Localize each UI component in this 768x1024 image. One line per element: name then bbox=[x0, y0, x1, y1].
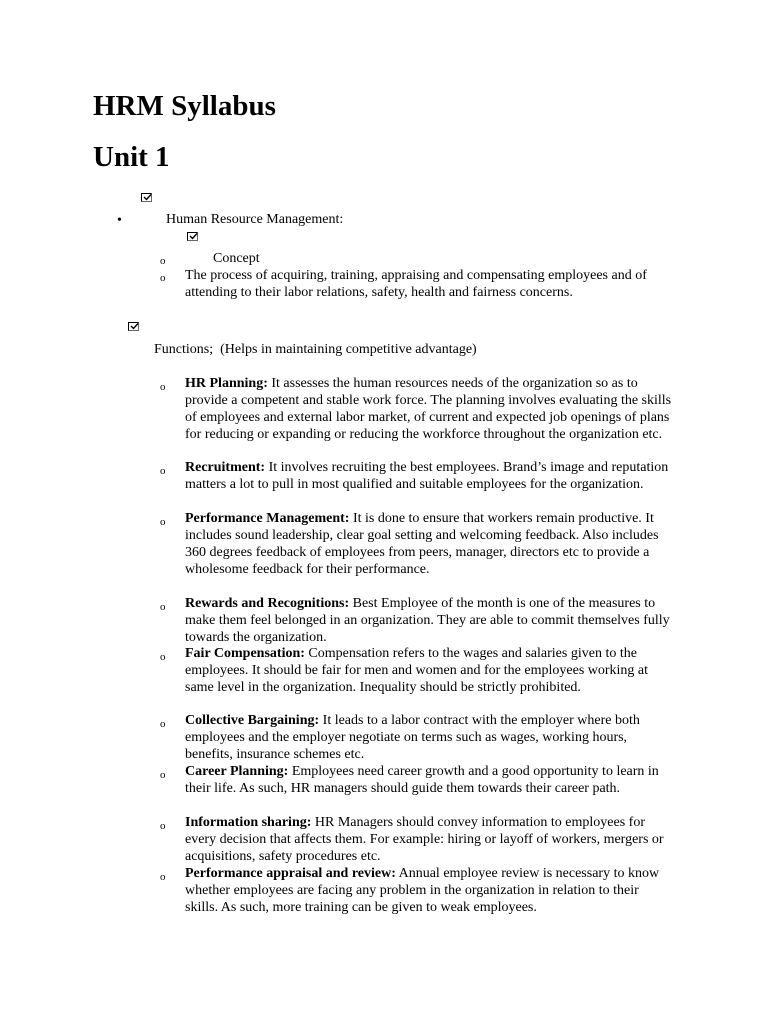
item-term: Information sharing: bbox=[185, 815, 312, 830]
item-desc: Best Employee of the month is one of the measures to make them feel belonged in an organization. They are able to commit themselves fully towards the organization. bbox=[185, 596, 670, 645]
list-item-collective-bargaining bbox=[185, 712, 675, 763]
list-item-information-sharing bbox=[185, 814, 675, 865]
checkbox-icon bbox=[128, 322, 139, 331]
item-term: HR Planning: bbox=[185, 376, 268, 391]
definition-text: The process of acquiring, training, appraising and compensating employees and of attending to their labor relations, safety, health and fairness concerns. bbox=[185, 268, 647, 300]
checkbox-icon bbox=[187, 232, 198, 241]
checkbox-icon bbox=[141, 193, 152, 202]
list-item-recruitment bbox=[185, 459, 675, 493]
open-bullet-icon: o bbox=[160, 381, 166, 393]
document-title: HRM Syllabus bbox=[93, 90, 276, 122]
open-bullet-icon: o bbox=[160, 871, 166, 883]
item-desc: Employees need career growth and a good opportunity to learn in their life. As such, HR managers should guide them towards their career path. bbox=[185, 764, 659, 796]
item-term: Rewards and Recognitions: bbox=[185, 596, 350, 611]
item-term: Career Planning: bbox=[185, 764, 289, 779]
list-item-fair-compensation bbox=[185, 645, 675, 696]
item-term: Performance appraisal and review: bbox=[185, 866, 396, 881]
item-desc: It assesses the human resources needs of the organization so as to provide a competent and stable work force. The planning involves evaluating the skills of employees and external labor market, of current and expected job openings of plans for reducing or expanding or reducing the workforce throughout the organization etc. bbox=[185, 376, 672, 442]
open-bullet-icon: o bbox=[160, 769, 166, 781]
list-item-performance-appraisal bbox=[185, 865, 675, 916]
open-bullet-icon: o bbox=[160, 820, 166, 832]
item-desc: Annual employee review is necessary to know whether employees are facing any problem in the organization in relation to their skills. As such, more training can be given to weak employees. bbox=[185, 866, 660, 915]
functions-heading: Functions; (Helps in maintaining competitive advantage) bbox=[154, 342, 477, 357]
item-term: Fair Compensation: bbox=[185, 646, 305, 661]
item-desc: HR Managers should convey information to employees for every decision that affects them. For example: hiring or layoff of workers, mergers or acquisitions, safety procedures etc. bbox=[185, 815, 664, 864]
item-term: Performance Management: bbox=[185, 511, 350, 526]
item-desc: It leads to a labor contract with the employer where both employees and the employer negotiate on terms such as wages, working hours, benefits, insurance schemes etc. bbox=[185, 713, 640, 762]
list-item-performance-management bbox=[185, 510, 675, 578]
open-bullet-icon: o bbox=[160, 601, 166, 613]
list-item-hr-planning bbox=[185, 375, 675, 443]
open-bullet-icon: o bbox=[160, 516, 166, 528]
hrm-heading: Human Resource Management: bbox=[166, 212, 344, 227]
item-desc: It is done to ensure that workers remain productive. It includes sound leadership, clear goal setting and welcoming feedback. Also includes 360 degrees feedback of employees from peers, manager, directors etc to provide a wholesome feedback for their performance. bbox=[185, 511, 659, 577]
filled-bullet-icon: • bbox=[117, 213, 122, 228]
open-bullet-icon: o bbox=[160, 718, 166, 730]
unit-heading: Unit 1 bbox=[93, 141, 170, 173]
open-bullet-icon: o bbox=[160, 272, 166, 284]
item-desc: It involves recruiting the best employees. Brand’s image and reputation matters a lot to pull in most qualified and suitable employees for the organization. bbox=[185, 460, 669, 492]
item-term: Collective Bargaining: bbox=[185, 713, 320, 728]
concept-label: Concept bbox=[213, 251, 260, 266]
item-desc: Compensation refers to the wages and salaries given to the employees. It should be fair for men and women and for the employees working at same level in the organization. Inequality should be strictly prohibited. bbox=[185, 646, 649, 695]
list-item-career-planning bbox=[185, 763, 675, 797]
open-bullet-icon: o bbox=[160, 465, 166, 477]
open-bullet-icon: o bbox=[160, 255, 166, 267]
item-term: Recruitment: bbox=[185, 460, 266, 475]
list-item-rewards-recognitions bbox=[185, 595, 675, 646]
open-bullet-icon: o bbox=[160, 651, 166, 663]
